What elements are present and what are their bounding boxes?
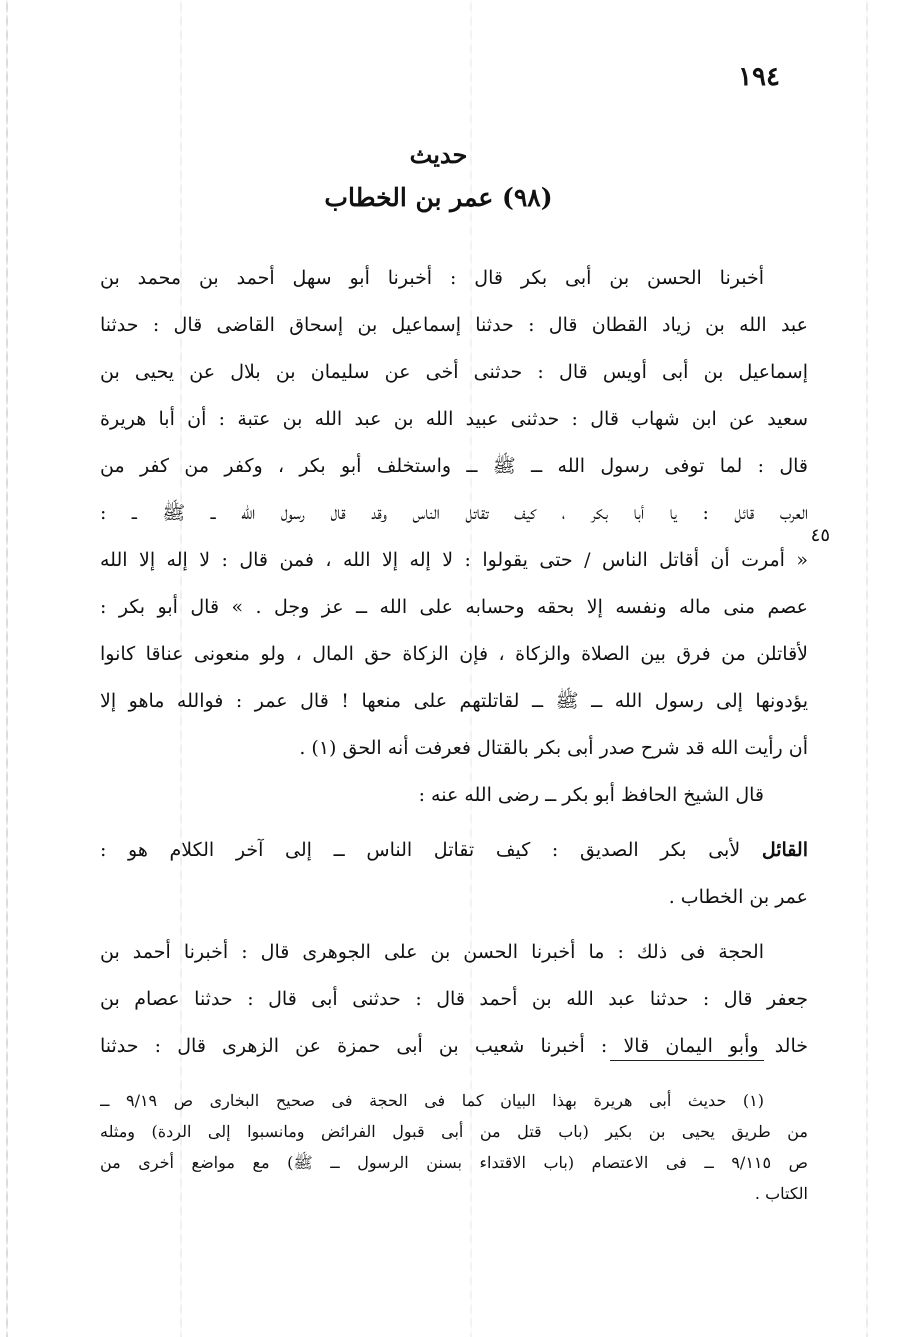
section-heading: حديث <box>409 140 468 169</box>
text-line: قال : لما توفى رسول الله ــ ﷺ ــ واستخلف أبو بكر ، وكفر من كفر من <box>100 455 808 477</box>
footnote-line: ص ٩/١١٥ ــ فى الاعتصام (باب الاقتداء بسنن الرسول ــ ﷺ) مع مواضع أخرى من <box>100 1153 808 1172</box>
footnote-line: من طريق يحيى بن بكير (باب قتل من أبى قبول الفرائض ومانسبوا إلى الردة) ومثله <box>100 1122 808 1141</box>
footnote-divider <box>610 1060 764 1061</box>
text-line: عمر بن الخطاب . <box>668 886 808 908</box>
text-line: الحجة فى ذلك : ما أخبرنا الحسن بن على الجوهرى قال : أخبرنا أحمد بن <box>100 941 764 963</box>
text-line: عصم منى ماله ونفسه إلا بحقه وحسابه على الله ــ عز وجل . » قال أبو بكر : <box>100 596 808 618</box>
text-line: سعيد عن ابن شهاب قال : حدثنى عبيد الله بن عبد الله بن عتبة : أن أبا هريرة <box>100 408 808 430</box>
text-line: أن رأيت الله قد شرح صدر أبى بكر بالقتال فعرفت أنه الحق (١) . <box>299 737 808 759</box>
footnote-line: الكتاب . <box>754 1184 808 1203</box>
sheikh-statement: قال الشيخ الحافظ أبو بكر ــ رضى الله عنه : <box>418 784 764 806</box>
footnote <box>100 1085 808 1209</box>
hadith-title: (٩٨) عمر بن الخطاب <box>324 183 553 212</box>
text-line: « أمرت أن أقاتل الناس / حتى يقولوا : لا إله إلا الله ، فمن قال : لا إله إلا الله <box>100 549 808 571</box>
margin-reference-number: ٤٥ <box>810 525 830 546</box>
text-line: إسماعيل بن أبى أويس قال : حدثنى أخى عن سليمان بن بلال عن يحيى بن <box>100 361 808 383</box>
main-text <box>100 255 808 1070</box>
footnote-line: (١) حديث أبى هريرة بهذا البيان كما فى الحجة فى صحيح البخارى ص ٩/١٩ ــ <box>100 1091 765 1110</box>
text-line: أخبرنا الحسن بن أبى بكر قال : أخبرنا أبو سهل أحمد بن محمد بن <box>100 267 764 289</box>
qaail-rest: لأبى بكر الصديق : كيف تقاتل الناس ــ إلى آخر الكلام هو : <box>100 839 762 861</box>
page-number: ١٩٤ <box>738 62 780 92</box>
text-line: عبد الله بن زياد القطان قال : حدثنا إسماعيل بن إسحاق القاضى قال : حدثنا <box>100 314 808 336</box>
text-line: يؤدونها إلى رسول الله ــ ﷺ ــ لقاتلتهم على منعها ! قال عمر : فوالله ماهو إلا <box>100 690 808 712</box>
text-line: لأقاتلن من فرق بين الصلاة والزكاة ، فإن الزكاة حق المال ، ولو منعونى عناقا كانوا <box>100 643 808 665</box>
qaail-line <box>100 827 808 874</box>
text-line: خالد وأبو اليمان قالا : أخبرنا شعيب بن أبى حمزة عن الزهرى قال : حدثنا <box>100 1035 808 1057</box>
qaail-bold-word: القائل <box>761 839 808 861</box>
text-line: العرب قائل : يا أبا بكر ، كيف تقاتل الناس وقد قال رسول الله ــ ﷺ ــ : <box>100 502 808 524</box>
text-line: جعفر قال : حدثنا عبد الله بن أحمد قال : حدثنى أبى قال : حدثنا عصام بن <box>100 988 808 1010</box>
